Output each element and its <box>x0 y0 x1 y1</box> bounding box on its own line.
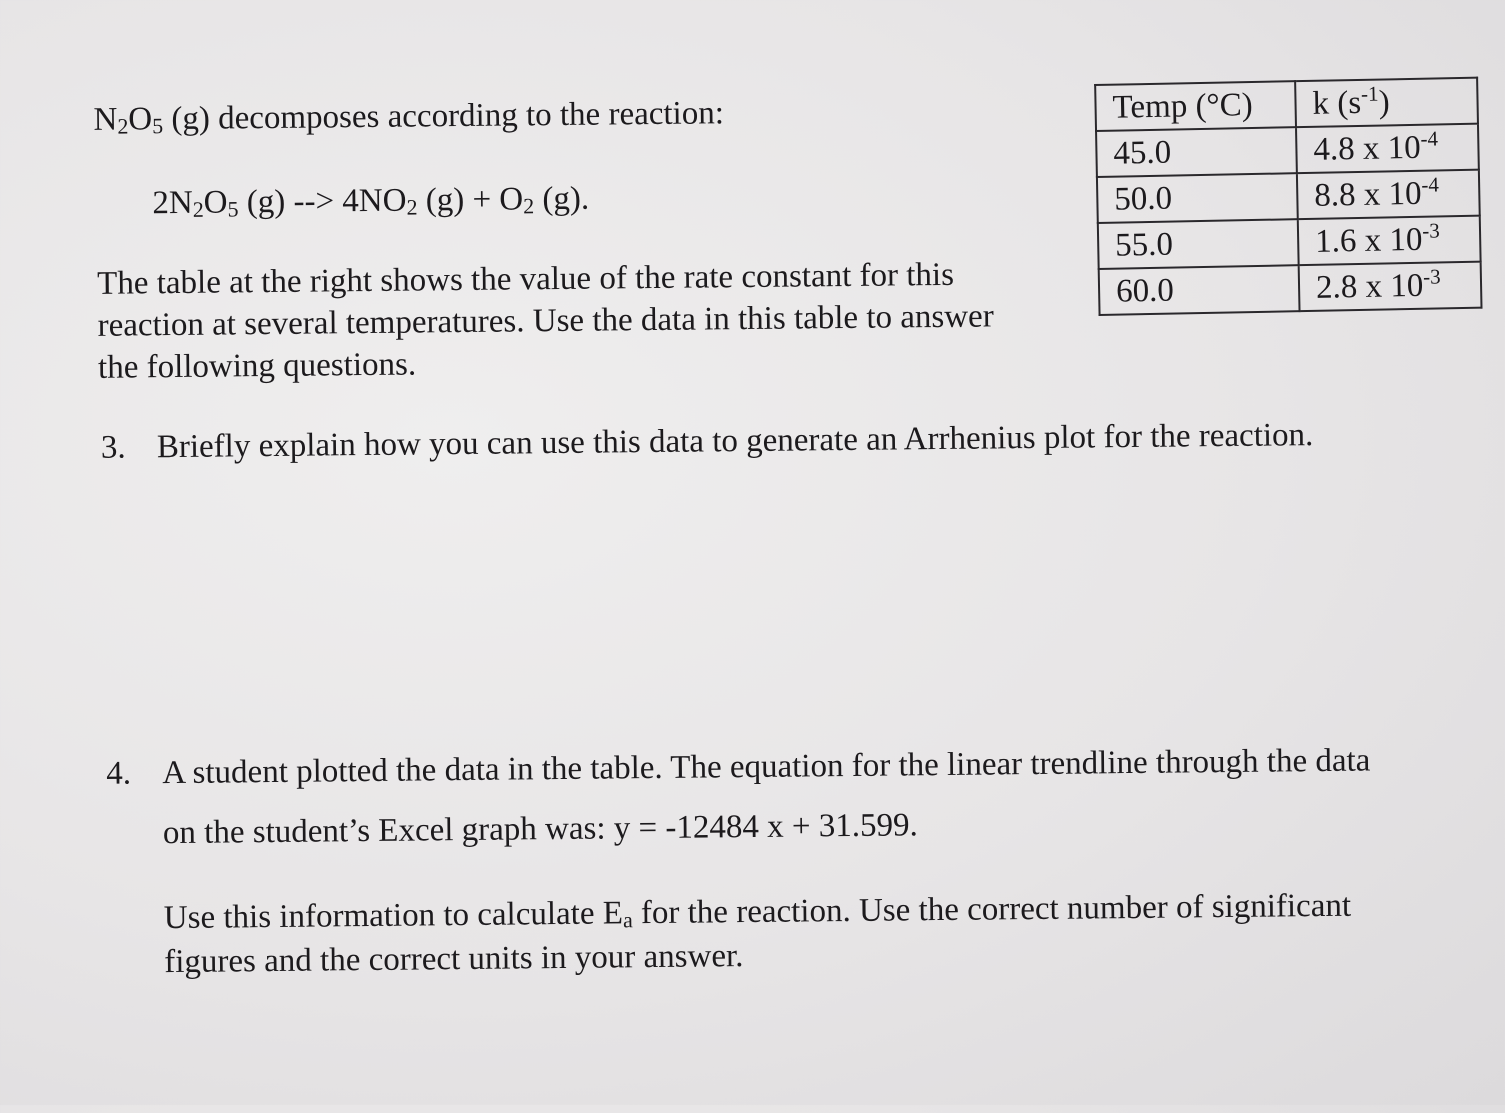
superscript: -3 <box>1422 218 1440 242</box>
eq-part: (g) --> 4NO <box>238 183 406 221</box>
species-n: N <box>93 102 117 138</box>
k-mantissa: 8.8 x 10 <box>1314 175 1422 213</box>
cell-k <box>1298 216 1481 265</box>
table-row <box>1098 216 1481 269</box>
subscript: 2 <box>193 197 204 222</box>
intro-text: (g) decomposes according to the reaction: <box>163 95 724 137</box>
k-mantissa: 2.8 x 10 <box>1316 267 1424 305</box>
cell-temp: 50.0 <box>1097 173 1298 223</box>
k-mantissa: 4.8 x 10 <box>1313 129 1421 167</box>
superscript: -1 <box>1361 81 1379 105</box>
rate-constant-table <box>1094 77 1482 316</box>
header-temp: Temp (°C) <box>1095 81 1296 131</box>
question-3 <box>101 414 1314 469</box>
q4-text: for the reaction. Use the correct number of significant <box>632 888 1351 932</box>
table-row <box>1099 262 1482 315</box>
cell-temp: 55.0 <box>1098 219 1299 269</box>
question-4-trendline: on the student’s Excel graph was: y = -12484 x + 31.599. <box>163 804 918 854</box>
cell-temp: 60.0 <box>1099 265 1300 315</box>
table-row <box>1096 124 1479 177</box>
cell-k <box>1296 124 1479 173</box>
table-header-row <box>1095 78 1478 131</box>
header-k-close: ) <box>1378 84 1390 120</box>
k-mantissa: 1.6 x 10 <box>1315 221 1423 259</box>
question-4-line: figures and the correct units in your answer. <box>164 926 1484 984</box>
question-4 <box>106 740 1370 795</box>
question-number: 4. <box>106 752 162 795</box>
header-k <box>1295 78 1478 127</box>
paragraph-line: reaction at several temperatures. Use the data in this table to answer <box>97 294 1087 346</box>
subscript: a <box>623 907 633 932</box>
subscript: 2 <box>406 194 417 219</box>
question-text: Briefly explain how you can use this data to generate an Arrhenius plot for the reaction. <box>157 417 1314 465</box>
table-row <box>1097 170 1480 223</box>
eq-part: (g) + O <box>417 181 523 218</box>
subscript: 2 <box>117 113 128 138</box>
reaction-equation <box>152 178 589 225</box>
subscript: 5 <box>152 113 163 138</box>
cell-temp: 45.0 <box>1096 127 1297 177</box>
cell-k <box>1299 262 1482 311</box>
question-4-instructions <box>164 882 1485 984</box>
intro-line <box>93 92 724 141</box>
eq-part: 2N <box>152 185 193 221</box>
paragraph-line: The table at the right shows the value of the rate constant for this <box>97 252 1087 304</box>
cell-k <box>1297 170 1480 219</box>
subscript: 2 <box>523 193 534 218</box>
superscript: -4 <box>1420 126 1438 150</box>
header-k-text: k (s <box>1312 84 1361 121</box>
q4-text: Use this information to calculate E <box>164 895 623 936</box>
paragraph-line: the following questions. <box>98 336 1088 388</box>
subscript: 5 <box>227 196 238 221</box>
eq-part: (g). <box>534 181 589 218</box>
superscript: -4 <box>1421 172 1439 196</box>
species-o: O <box>128 101 152 137</box>
eq-part: O <box>203 184 227 220</box>
question-text: A student plotted the data in the table. The equation for the linear trendline through the data <box>162 743 1370 792</box>
superscript: -3 <box>1423 264 1441 288</box>
instruction-paragraph <box>97 252 1088 388</box>
question-number: 3. <box>101 426 157 469</box>
